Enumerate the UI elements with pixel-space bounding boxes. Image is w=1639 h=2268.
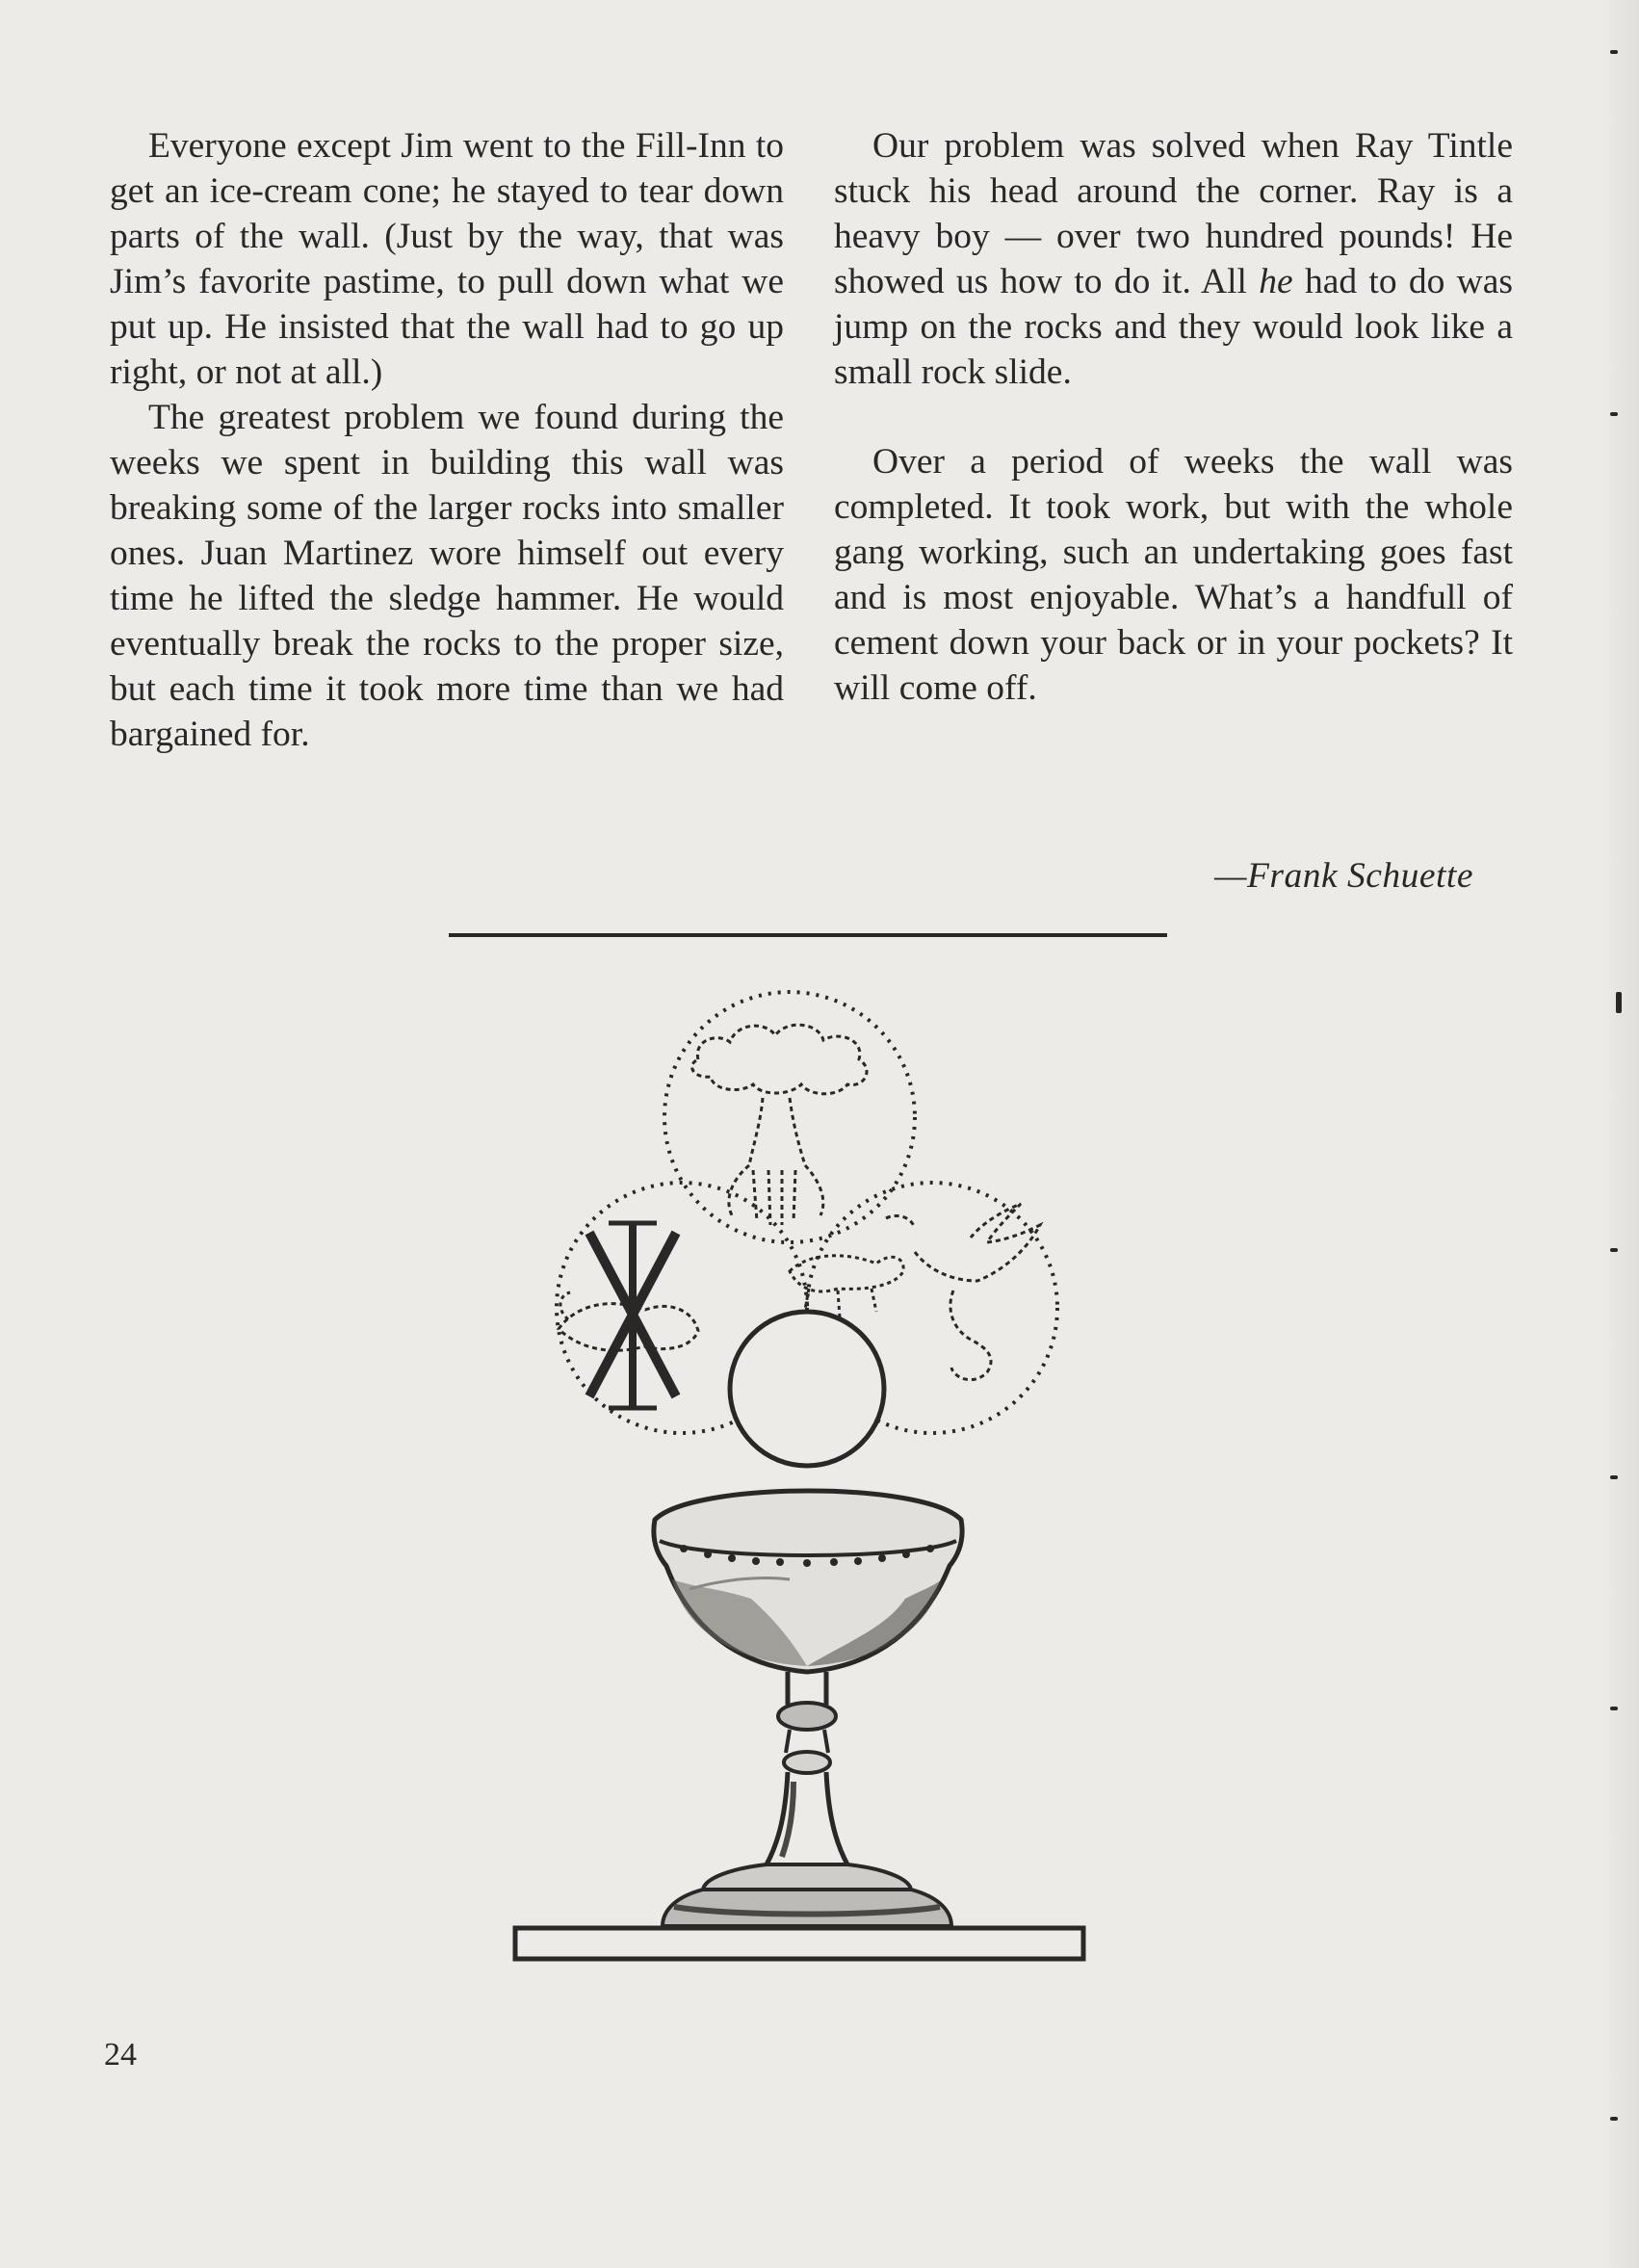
paragraph-fill-inn: Everyone except Jim went to the Fill-Inn to get an ice-cream cone; he stayed to tear down parts of the wall. (Just by the way, that was Jim’s favorite pastime, to pull down what we put up. He insisted that the wall had to go up right, or not at all.) <box>110 126 784 392</box>
chalice-host-and-three-medallions-icon <box>501 963 1098 2003</box>
right-column <box>834 123 1513 711</box>
paragraph-greatest-problem: The greatest problem we found during the weeks we spent in building this wall was breaking some of the larger rocks into smaller ones. Juan Martinez wore himself out every time he lifted the sledge hammer. He would eventually break the rocks to the proper size, but each time it took more time than we had bargained for. <box>110 398 784 754</box>
chi-rho-lion-icon <box>559 1223 698 1408</box>
page-edge-shadow <box>1600 0 1639 2268</box>
top-medallion <box>664 992 915 1242</box>
left-column <box>110 123 784 757</box>
binding-mark <box>1610 412 1618 416</box>
binding-mark <box>1610 1475 1618 1479</box>
binding-mark <box>1610 1707 1618 1710</box>
page-number: 24 <box>104 2037 137 2072</box>
author-byline: —Frank Schuette <box>1214 856 1473 896</box>
paragraph-ray-tintle: Our problem was solved when Ray Tintle stuck his head around the corner. Ray is a heavy boy — over two hundred pounds! He showed us how to do it. All he had to do was jump on the rocks and they would look like a small rock slide. <box>834 126 1513 392</box>
binding-mark <box>1610 1248 1618 1252</box>
binding-mark <box>1610 50 1618 54</box>
paragraph-wall-completed: Over a period of weeks the wall was completed. It took work, but with the whole gang working, such an undertaking goes fast and is most enjoyable. What’s a handfull of cement down your back or in your pockets? It will come off. <box>834 442 1513 708</box>
binding-mark <box>1610 2117 1618 2121</box>
binding-mark <box>1616 992 1622 1013</box>
pedestal-slab <box>515 1928 1083 1959</box>
section-divider <box>449 933 1167 937</box>
chalice-icon <box>654 1491 962 1926</box>
host-wafer <box>730 1312 884 1466</box>
hand-of-god-icon <box>692 1025 867 1225</box>
dove-icon <box>886 1204 1040 1380</box>
emphasis-he: he <box>1259 262 1293 301</box>
